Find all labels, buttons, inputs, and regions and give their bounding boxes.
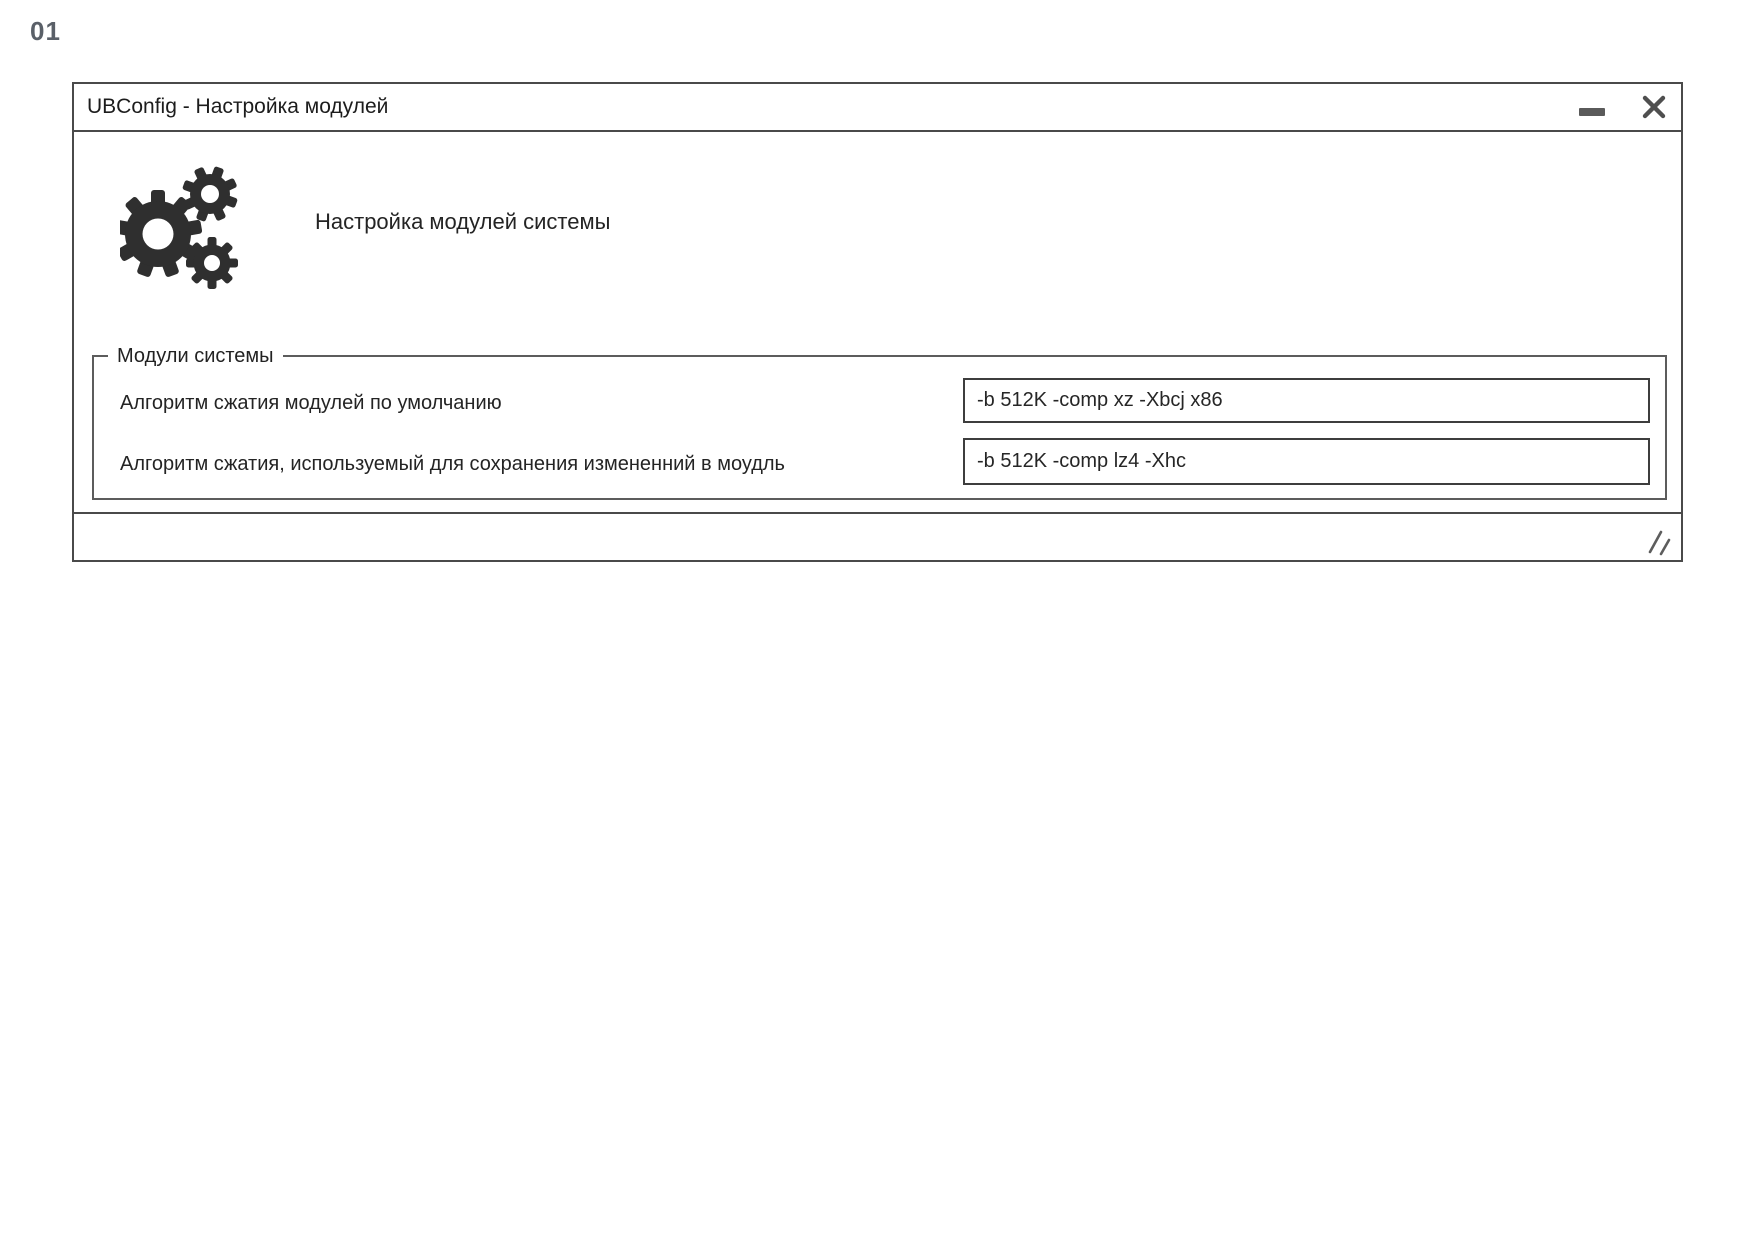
default-compression-label: Алгоритм сжатия модулей по умолчанию — [120, 392, 502, 414]
close-icon — [1641, 94, 1667, 120]
window-controls — [1579, 94, 1667, 120]
save-compression-input[interactable] — [963, 438, 1650, 485]
ubconfig-window — [72, 82, 1683, 562]
status-bar — [74, 512, 1681, 560]
save-compression-label: Алгоритм сжатия, используемый для сохранения измененний в моудль — [120, 453, 785, 475]
close-button[interactable] — [1641, 94, 1667, 120]
window-content — [74, 132, 1681, 512]
default-compression-input[interactable] — [963, 378, 1650, 423]
gears-icon — [120, 166, 242, 296]
groupbox-modules — [92, 345, 1667, 500]
minimize-button[interactable] — [1579, 98, 1605, 116]
page-title: Настройка модулей системы — [315, 209, 611, 234]
groupbox-legend: Модули системы — [108, 344, 283, 368]
resize-grip-icon[interactable] — [1647, 528, 1673, 556]
window-title: UBConfig - Настройка модулей — [87, 95, 389, 118]
titlebar[interactable] — [74, 84, 1681, 132]
figure-number: 01 — [30, 16, 61, 46]
minimize-icon — [1579, 108, 1605, 116]
